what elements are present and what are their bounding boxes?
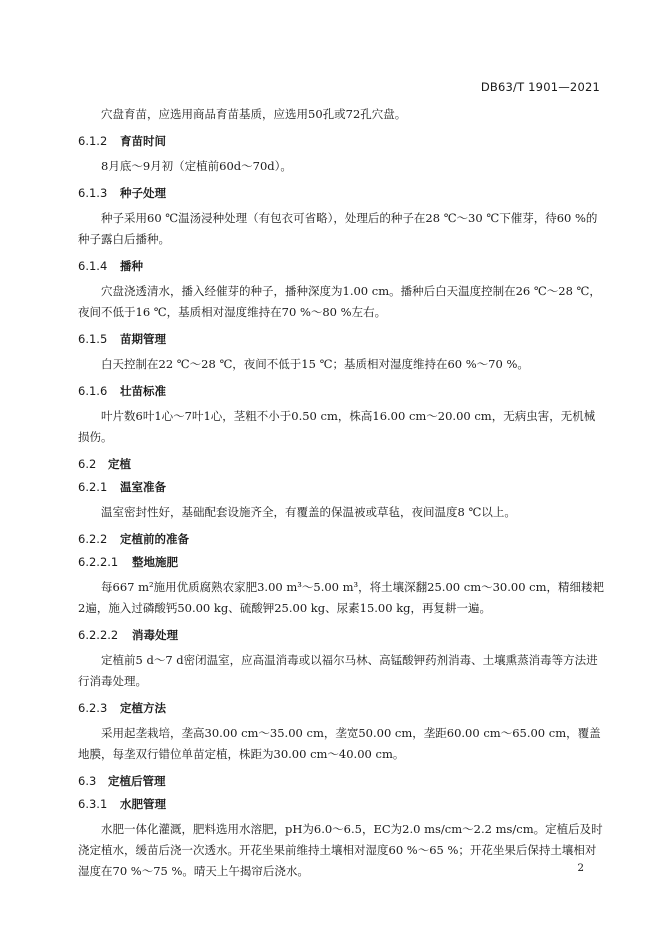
paragraph-water-fertilizer-management: 水肥一体化灌溉，肥料选用水溶肥，pH为6.0～6.5，EC为2.0 ms/cm～2.2 ms/cm。定植后及时浇定植水，缓苗后浇一次透水。开花坐果前维持土壤相对湿度60 %～65 %；开花坐果后保持土壤相对湿度在70 %～75 %。晴天上午揭帘后浇水。 [78, 822, 603, 878]
heading-number: 6.2.2 [78, 532, 108, 546]
heading-title: 水肥管理 [120, 797, 166, 811]
heading-number: 6.1.4 [78, 259, 108, 273]
heading-6-2-1 [78, 479, 604, 495]
paragraph-seedling-management: 白天控制在22 ℃～28 ℃，夜间不低于15 ℃；基质相对湿度维持在60 %～70 %。 [101, 357, 529, 371]
paragraph-seedling-time: 8月底～9月初（定植前60d～70d）。 [101, 159, 292, 173]
heading-6-2 [78, 456, 604, 472]
paragraph-greenhouse-preparation: 温室密封性好，基础配套设施齐全，有覆盖的保温被或草毡，夜间温度8 ℃以上。 [101, 505, 516, 519]
heading-title: 播种 [120, 259, 143, 273]
heading-6-1-4 [78, 258, 604, 274]
heading-title: 消毒处理 [132, 628, 178, 642]
heading-6-3-1 [78, 796, 604, 812]
paragraph-planting-method: 采用起垄栽培，垄高30.00 cm～35.00 cm，垄宽50.00 cm，垄距60.00 cm～65.00 cm，覆盖地膜，每垄双行错位单苗定植，株距为30.00 cm～40.00 cm。 [78, 726, 601, 761]
heading-number: 6.1.3 [78, 186, 108, 200]
heading-number: 6.2.2.1 [78, 555, 119, 569]
page-number: 2 [577, 862, 584, 874]
paragraph-strong-seedling-standard: 叶片数6叶1心～7叶1心，茎粗不小于0.50 cm，株高16.00 cm～20.00 cm，无病虫害，无机械损伤。 [78, 409, 596, 444]
heading-title: 定植 [108, 457, 131, 471]
paragraph-tray-seedling: 穴盘育苗，应选用商品育苗基质，应选用50孔或72孔穴盘。 [101, 107, 407, 121]
heading-title: 种子处理 [120, 186, 166, 200]
heading-6-2-3 [78, 700, 604, 716]
heading-6-1-6 [78, 383, 604, 399]
heading-6-1-3 [78, 185, 604, 201]
heading-number: 6.1.5 [78, 332, 108, 346]
paragraph-sowing: 穴盘浇透清水，播入经催芽的种子，播种深度为1.00 cm。播种后白天温度控制在26 ℃～28 ℃，夜间不低于16 ℃，基质相对湿度维持在70 %～80 %左右。 [78, 284, 601, 319]
heading-title: 壮苗标准 [120, 384, 166, 398]
document-body [78, 104, 604, 882]
heading-title: 苗期管理 [120, 332, 166, 346]
heading-6-3 [78, 773, 604, 789]
heading-number: 6.3.1 [78, 797, 108, 811]
document-code: DB63/T 1901—2021 [480, 80, 600, 94]
heading-title: 温室准备 [120, 480, 166, 494]
heading-number: 6.2.3 [78, 701, 108, 715]
heading-number: 6.1.6 [78, 384, 108, 398]
heading-6-2-2 [78, 531, 604, 547]
heading-number: 6.2 [78, 457, 97, 471]
heading-number: 6.2.1 [78, 480, 108, 494]
heading-title: 整地施肥 [132, 555, 178, 569]
heading-title: 定植后管理 [108, 774, 166, 788]
heading-title: 定植前的准备 [120, 532, 189, 546]
heading-6-2-2-1 [78, 554, 604, 570]
heading-6-1-2 [78, 133, 604, 149]
heading-6-2-2-2 [78, 627, 604, 643]
paragraph-seed-treatment: 种子采用60 ℃温汤浸种处理（有包衣可省略），处理后的种子在28 ℃～30 ℃下催芽，待60 %的种子露白后播种。 [78, 211, 598, 246]
paragraph-soil-fertilization: 每667 m²施用优质腐熟农家肥3.00 m³～5.00 m³，将土壤深翻25.00 cm～30.00 cm，精细耧耙2遍，施入过磷酸钙50.00 kg、硫酸钾25.00 kg、尿素15.00 kg，再复耕一遍。 [78, 580, 605, 615]
paragraph-disinfection: 定植前5 d～7 d密闭温室，应高温消毒或以福尔马林、高锰酸钾药剂消毒、土壤熏蒸消毒等方法进行消毒处理。 [78, 653, 598, 688]
heading-title: 育苗时间 [120, 134, 166, 148]
heading-number: 6.2.2.2 [78, 628, 119, 642]
heading-number: 6.1.2 [78, 134, 108, 148]
heading-number: 6.3 [78, 774, 97, 788]
heading-title: 定植方法 [120, 701, 166, 715]
heading-6-1-5 [78, 331, 604, 347]
